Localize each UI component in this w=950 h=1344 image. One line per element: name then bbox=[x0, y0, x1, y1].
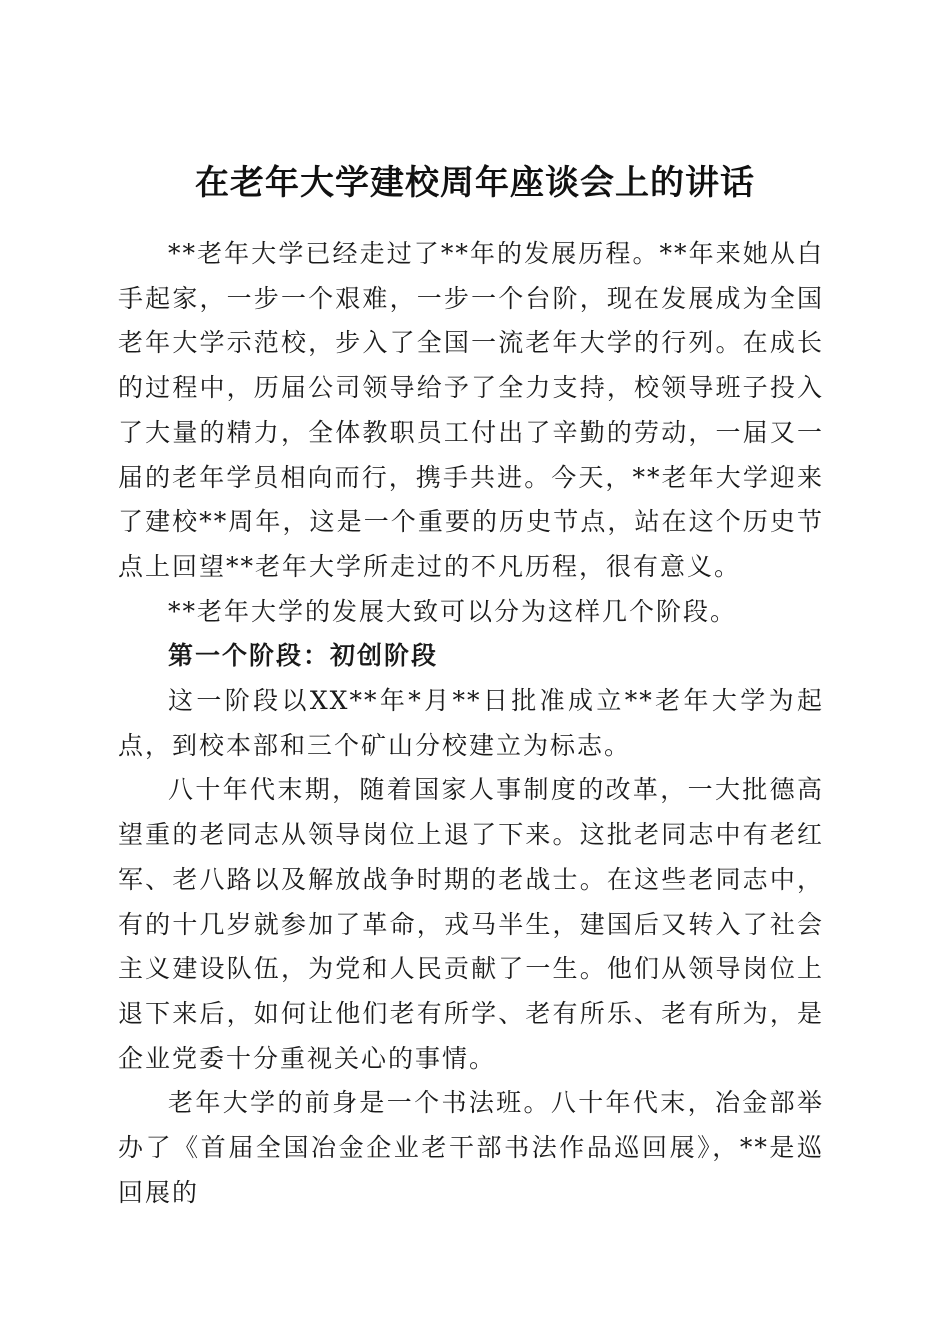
paragraph-intro: **老年大学已经走过了**年的发展历程。**年来她从白手起家，一步一个艰难，一步一个台阶，现在发展成为全国老年大学示范校，步入了全国一流老年大学的行列。在成长的过程中，历届公司领导给予了全力支持，校领导班子投入了大量的精力，全体教职员工付出了辛勤的劳动，一届又一届的老年学员相向而行，携手共进。今天，**老年大学迎来了建校**周年，这是一个重要的历史节点，站在这个历史节点上回望**老年大学所走过的不凡历程，很有意义。 bbox=[118, 239, 824, 581]
document-title: 在老年大学建校周年座谈会上的讲话 bbox=[195, 162, 755, 203]
paragraph-calligraphy-origin: 老年大学的前身是一个书法班。八十年代末，冶金部举办了《首届全国冶金企业老干部书法作品巡回展》，**是巡回展的 bbox=[118, 1088, 824, 1207]
section-heading-stage-one: 第一个阶段：初创阶段 bbox=[168, 641, 439, 671]
paragraph-late-eighties: 八十年代末期，随着国家人事制度的改革，一大批德高望重的老同志从领导岗位上退了下来。这批老同志中有老红军、老八路以及解放战争时期的老战士。在这些老同志中，有的十几岁就参加了革命，戎马半生，建国后又转入了社会主义建设队伍，为党和人民贡献了一生。他们从领导岗位上退下来后，如何让他们老有所学、老有所乐、老有所为，是企业党委十分重视关心的事情。 bbox=[118, 775, 824, 1073]
paragraph-stages-overview: **老年大学的发展大致可以分为这样几个阶段。 bbox=[168, 596, 738, 626]
document-body bbox=[118, 232, 824, 1215]
paragraph-stage-one-scope: 这一阶段以XX**年*月**日批准成立**老年大学为起点，到校本部和三个矿山分校建立为标志。 bbox=[118, 686, 824, 760]
